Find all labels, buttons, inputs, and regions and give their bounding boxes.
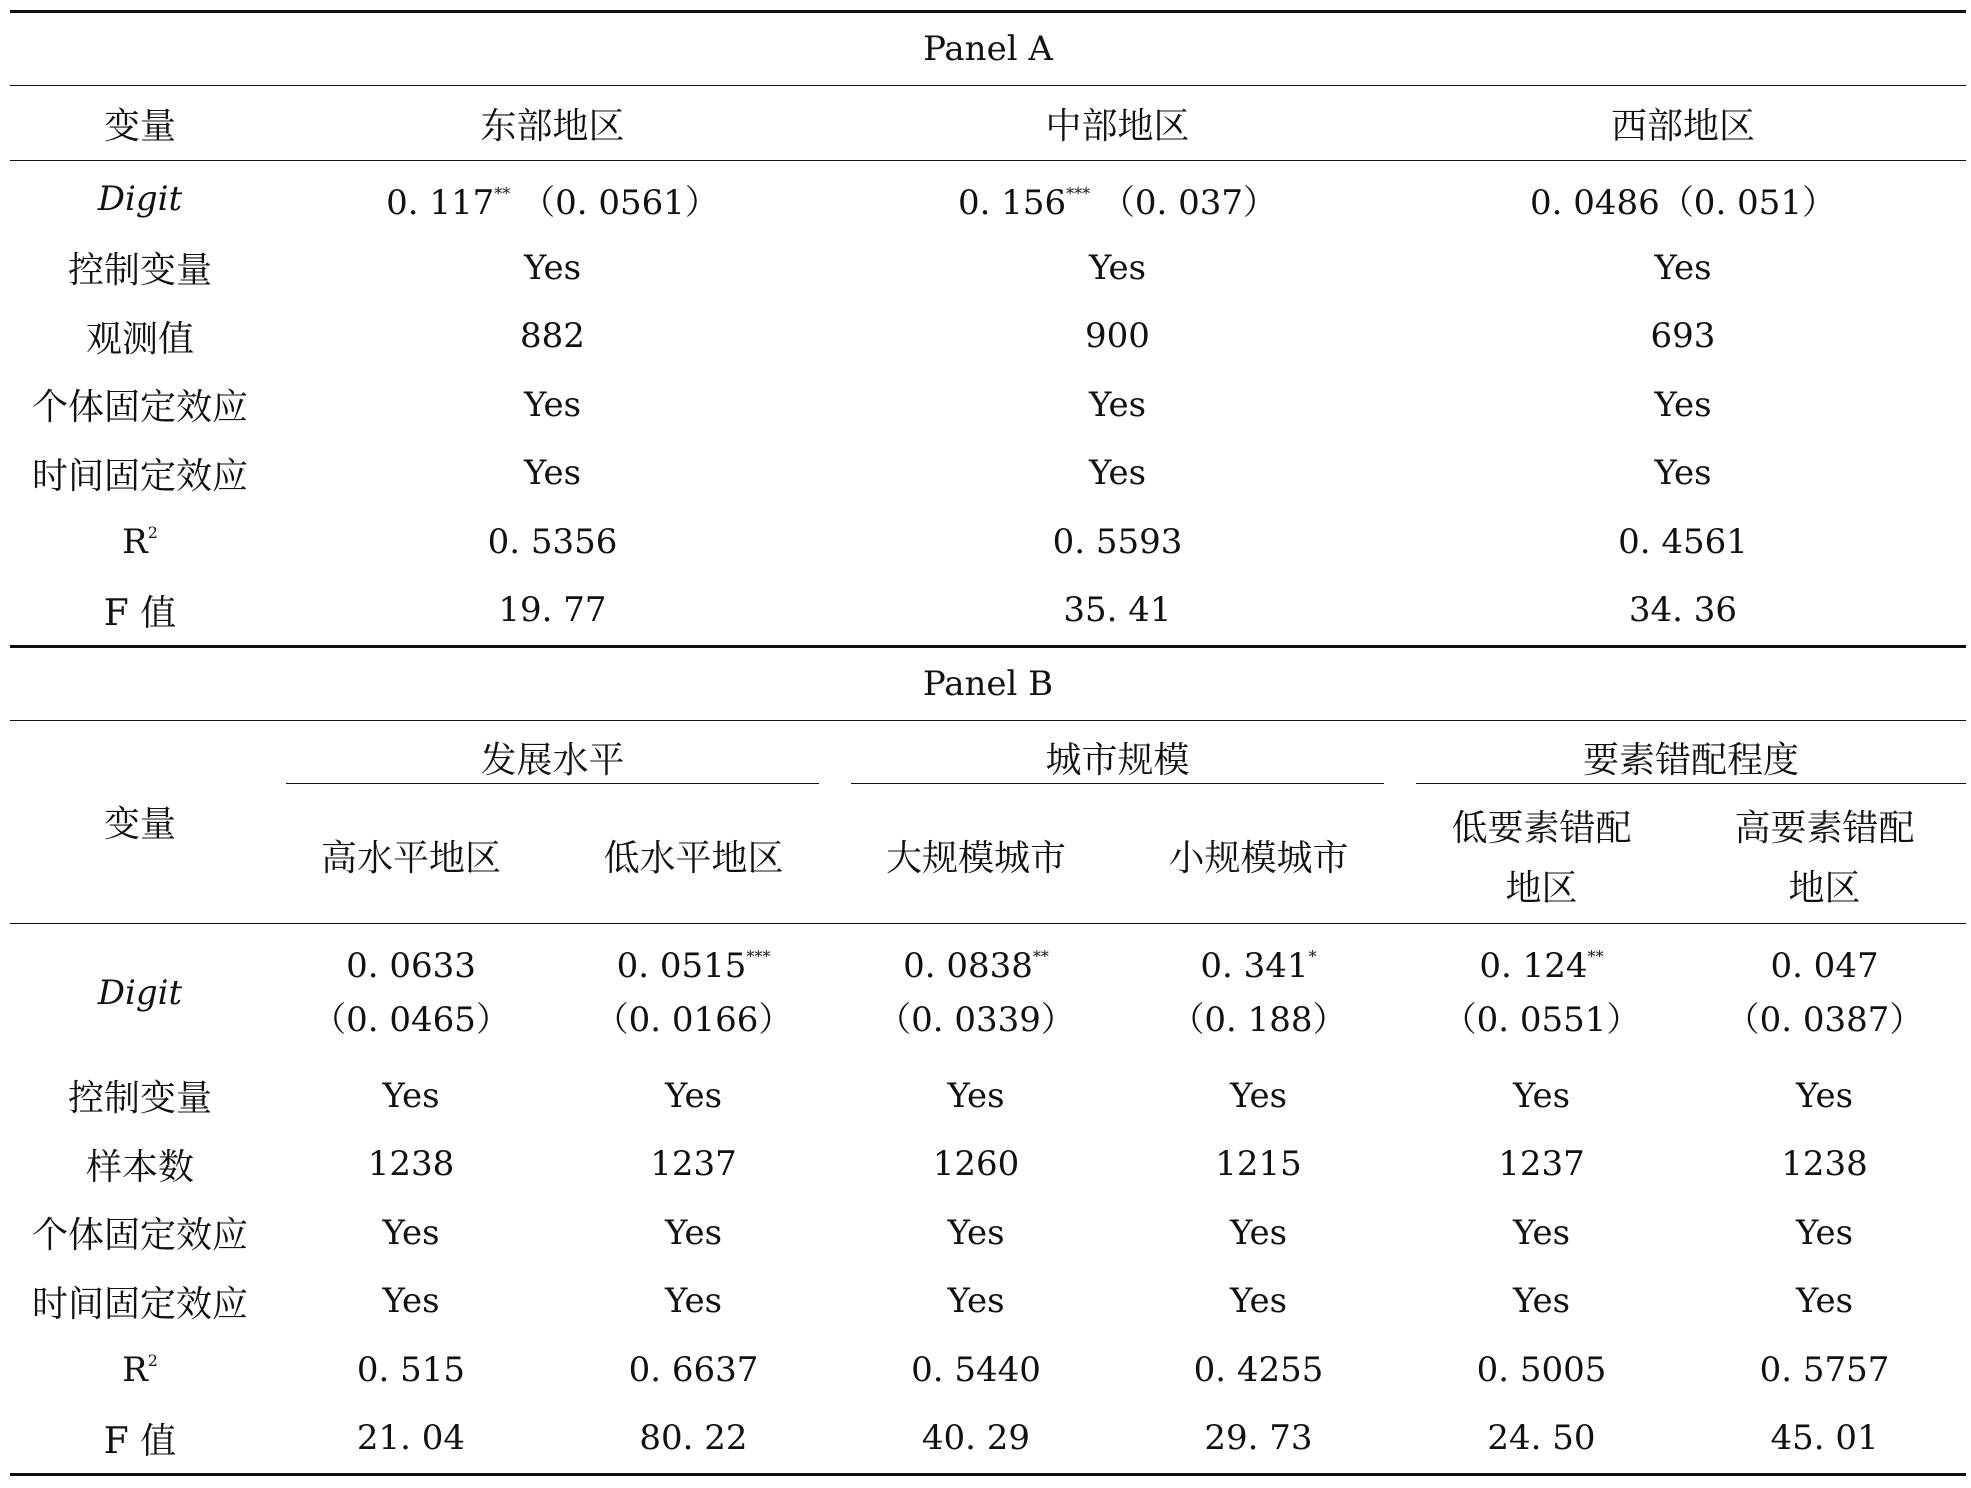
table-cell: 882 — [520, 316, 585, 357]
coefficient: 0. 341 — [1200, 945, 1309, 986]
row-label-f-value: F 值 — [10, 1404, 270, 1474]
standard-error: （0. 0339） — [877, 999, 1075, 1040]
table-cell: Yes — [1512, 1281, 1571, 1322]
table-cell: 35. 41 — [1063, 590, 1172, 631]
table-cell: Yes — [382, 1075, 440, 1116]
group-label: 发展水平 — [286, 732, 819, 784]
table-cell: 45. 01 — [1683, 1404, 1966, 1474]
row-label-sample-size: 样本数 — [85, 1146, 194, 1188]
table-cell: Yes — [1795, 1212, 1854, 1253]
row-label-digit: Digit — [10, 923, 270, 1062]
group-header-city-size — [835, 720, 1400, 795]
digit-cell — [1400, 923, 1683, 1062]
standard-error: （0. 051） — [1659, 182, 1836, 223]
table-cell: 1215 — [1215, 1144, 1302, 1185]
table-cell: Yes — [1229, 1212, 1288, 1253]
coefficient: 0. 0515 — [616, 945, 747, 986]
coefficient: 0. 117 — [386, 182, 495, 223]
table-cell: Yes — [947, 1075, 1005, 1116]
row-label-f-value: F 值 — [103, 592, 177, 634]
row-label-time-fe: 时间固定效应 — [31, 1283, 248, 1325]
r-squared-letter: R — [122, 521, 148, 562]
table-cell: 80. 22 — [552, 1404, 835, 1474]
header-variable: 变量 — [10, 86, 270, 161]
r-squared-exponent: 2 — [147, 522, 158, 542]
coefficient: 0. 0633 — [346, 945, 476, 986]
standard-error: （0. 0387） — [1725, 999, 1924, 1040]
table-cell: 0. 4561 — [1618, 521, 1748, 562]
coefficient: 0. 124 — [1479, 945, 1588, 986]
table-cell: 0. 5757 — [1759, 1349, 1890, 1390]
table-cell: 21. 04 — [270, 1404, 552, 1474]
coefficient: 0. 0486 — [1530, 182, 1660, 223]
digit-cell — [835, 161, 1400, 234]
table-cell: 19. 77 — [498, 590, 607, 631]
header-east: 东部地区 — [270, 86, 835, 161]
table-cell: Yes — [1795, 1281, 1854, 1322]
table-cell: 1238 — [1781, 1144, 1868, 1185]
panel-a-table — [10, 10, 1966, 645]
row-label-controls: 控制变量 — [67, 1078, 212, 1120]
standard-error: （0. 0166） — [594, 999, 793, 1040]
standard-error: （0. 0551） — [1442, 999, 1641, 1040]
row-label-time-fe: 时间固定效应 — [31, 455, 248, 497]
group-label: 要素错配程度 — [1416, 732, 1966, 784]
table-cell: Yes — [947, 1281, 1005, 1322]
table-cell: 34. 36 — [1628, 590, 1738, 631]
subheader-line: 地区 — [1788, 867, 1861, 909]
table-cell: 0. 515 — [356, 1349, 466, 1390]
significance-stars: *** — [1066, 183, 1091, 203]
panel-b-title: Panel B — [10, 646, 1966, 720]
table-cell: 0. 6637 — [628, 1349, 759, 1390]
standard-error: （0. 188） — [1170, 999, 1347, 1040]
table-cell: Yes — [1229, 1281, 1288, 1322]
table-cell: Yes — [664, 1281, 723, 1322]
table-cell: 693 — [1650, 316, 1716, 357]
digit-cell — [552, 923, 835, 1062]
coefficient: 0. 156 — [957, 182, 1067, 223]
significance-stars: ** — [1032, 946, 1049, 966]
table-cell: 1237 — [1498, 1144, 1585, 1185]
subheader-high-level: 高水平地区 — [320, 837, 501, 879]
group-header-development — [270, 720, 835, 795]
r-squared-exponent: 2 — [147, 1350, 158, 1370]
table-cell: Yes — [1654, 247, 1712, 288]
subheader-line: 低要素错配 — [1451, 807, 1632, 849]
table-cell: Yes — [947, 1212, 1005, 1253]
digit-cell — [1400, 161, 1966, 234]
standard-error: （0. 037） — [1100, 182, 1278, 223]
standard-error: （0. 0465） — [312, 999, 510, 1040]
table-cell: Yes — [1088, 247, 1147, 288]
digit-cell — [270, 923, 552, 1062]
coefficient: 0. 047 — [1770, 945, 1879, 986]
row-label-controls: 控制变量 — [67, 250, 212, 292]
subheader-large-city: 大规模城市 — [885, 837, 1066, 879]
significance-stars: * — [1308, 946, 1317, 966]
table-cell: 0. 5356 — [487, 521, 618, 562]
digit-cell — [270, 161, 835, 234]
digit-cell — [835, 923, 1117, 1062]
subheader-high-misallocation — [1683, 795, 1966, 924]
table-cell: Yes — [1088, 453, 1147, 494]
significance-stars: ** — [1587, 946, 1604, 966]
subheader-low-level: 低水平地区 — [603, 837, 784, 879]
row-label-r-squared — [10, 1336, 270, 1405]
table-cell: 0. 5440 — [911, 1349, 1041, 1390]
significance-stars: ** — [494, 183, 511, 203]
table-cell: Yes — [1512, 1075, 1571, 1116]
group-label: 城市规模 — [851, 732, 1384, 784]
row-label-individual-fe: 个体固定效应 — [31, 1215, 248, 1257]
table-cell: 0. 5593 — [1052, 521, 1183, 562]
group-header-misallocation — [1400, 720, 1966, 795]
row-label-observations: 观测值 — [85, 318, 194, 360]
table-cell: 1260 — [932, 1144, 1020, 1185]
regression-table-page — [10, 0, 1966, 1476]
table-cell: 1237 — [650, 1144, 737, 1185]
table-cell: Yes — [664, 1075, 723, 1116]
table-cell: Yes — [664, 1212, 723, 1253]
subheader-line: 地区 — [1505, 867, 1578, 909]
table-cell: 0. 5005 — [1476, 1349, 1607, 1390]
row-label-individual-fe: 个体固定效应 — [31, 387, 248, 429]
table-cell: Yes — [523, 384, 582, 425]
digit-cell — [1683, 923, 1966, 1062]
table-cell: Yes — [1654, 453, 1712, 494]
table-cell: Yes — [523, 453, 582, 494]
row-label-r-squared — [10, 508, 270, 577]
digit-cell — [1117, 923, 1400, 1062]
significance-stars: *** — [746, 946, 771, 966]
r-squared-letter: R — [122, 1349, 148, 1390]
subheader-small-city: 小规模城市 — [1168, 837, 1349, 879]
table-cell: Yes — [382, 1212, 440, 1253]
subheader-line: 高要素错配 — [1734, 807, 1915, 849]
panel-a-title: Panel A — [10, 12, 1966, 86]
header-central: 中部地区 — [835, 86, 1400, 161]
table-cell: Yes — [1512, 1212, 1571, 1253]
table-cell: Yes — [523, 247, 582, 288]
table-cell: 0. 4255 — [1193, 1349, 1324, 1390]
table-cell: Yes — [1795, 1075, 1854, 1116]
table-cell: 900 — [1085, 316, 1150, 357]
table-cell: 24. 50 — [1400, 1404, 1683, 1474]
row-label-digit: Digit — [10, 161, 270, 234]
coefficient: 0. 0838 — [903, 945, 1033, 986]
subheader-low-misallocation — [1400, 795, 1683, 924]
header-west: 西部地区 — [1400, 86, 1966, 161]
table-cell: Yes — [1654, 384, 1712, 425]
header-variable: 变量 — [10, 720, 270, 923]
table-cell: 40. 29 — [835, 1404, 1117, 1474]
table-cell: Yes — [1229, 1075, 1288, 1116]
table-cell: 1238 — [367, 1144, 455, 1185]
table-cell: 29. 73 — [1117, 1404, 1400, 1474]
panel-b-table — [10, 645, 1966, 1476]
standard-error: （0. 0561） — [521, 182, 719, 223]
table-cell: Yes — [382, 1281, 440, 1322]
table-cell: Yes — [1088, 384, 1147, 425]
